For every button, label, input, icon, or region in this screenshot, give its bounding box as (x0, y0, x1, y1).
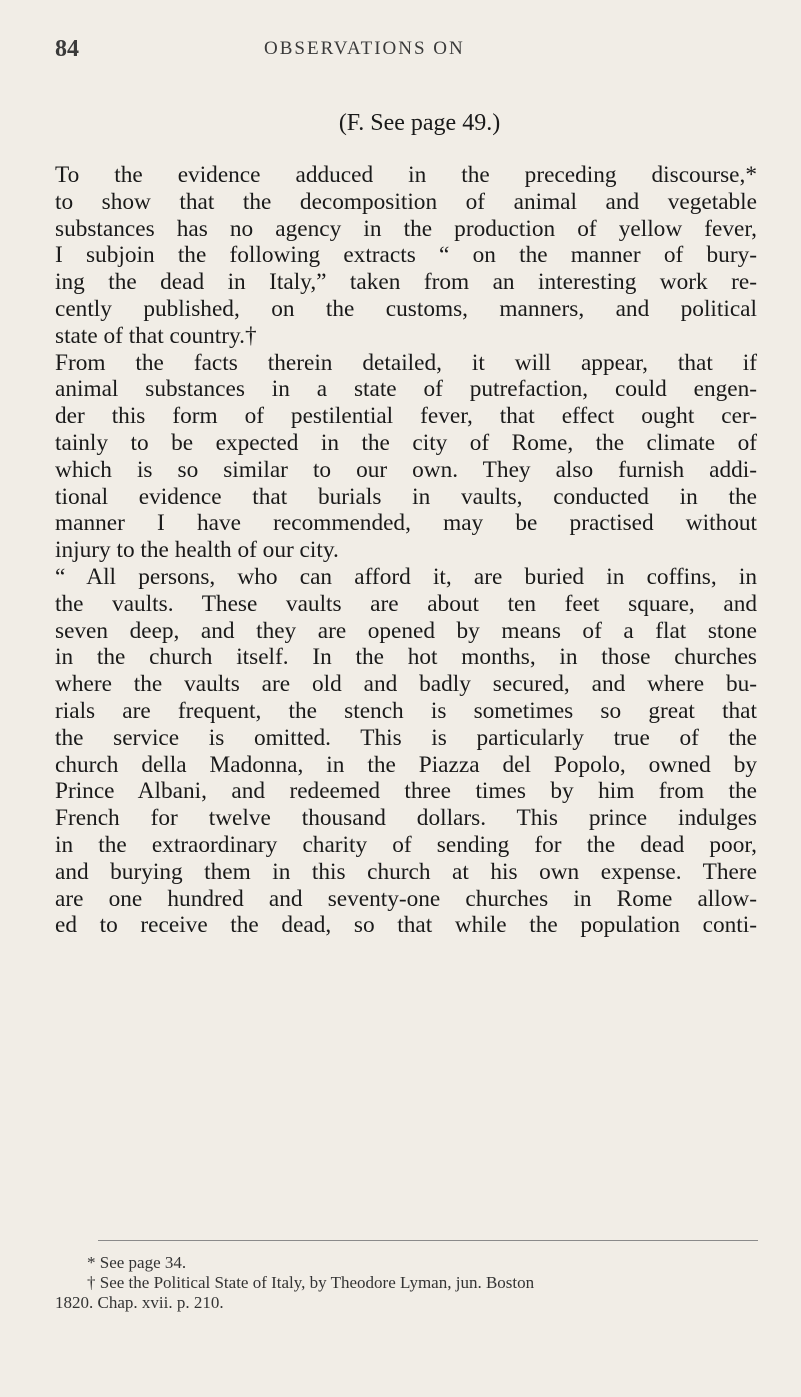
body-line: I subjoin the following extracts “ on the manner of bury- (55, 242, 757, 269)
body-line: are one hundred and seventy-one churches in Rome allow- (55, 885, 757, 912)
footnotes (55, 1253, 765, 1313)
body-line: From the facts therein detailed, it will appear, that if (55, 349, 757, 376)
footnote-divider (98, 1240, 758, 1241)
running-head (55, 28, 755, 62)
page-number: 84 (55, 36, 79, 62)
body-line: church della Madonna, in the Piazza del Popolo, owned by (55, 751, 757, 778)
body-line: rials are frequent, the stench is sometimes so great that (55, 697, 757, 724)
body-line: state of that country.† (55, 322, 257, 349)
body-line: tional evidence that burials in vaults, conducted in the (55, 483, 757, 510)
section-heading-text: (F. See page 49.) (338, 110, 501, 136)
body-line: injury to the health of our city. (55, 537, 339, 564)
section-heading (0, 110, 801, 137)
body-line: French for twelve thousand dollars. This prince indulges (55, 805, 757, 832)
body-line: to show that the decomposition of animal and vegetable (55, 188, 757, 215)
body-text (55, 162, 757, 939)
body-line: the vaults. These vaults are about ten feet square, and (55, 590, 757, 617)
running-title: OBSERVATIONS ON (264, 38, 465, 59)
body-line: in the church itself. In the hot months, in those churches (55, 644, 757, 671)
body-line: ing the dead in Italy,” taken from an interesting work re- (55, 269, 757, 296)
body-line: which is so similar to our own. They also furnish addi- (55, 456, 757, 483)
body-line: manner I have recommended, may be practised without (55, 510, 757, 537)
body-line: cently published, on the customs, manners, and political (55, 295, 757, 322)
body-line: in the extraordinary charity of sending for the dead poor, (55, 831, 757, 858)
body-line: tainly to be expected in the city of Rome, the climate of (55, 429, 757, 456)
body-line: der this form of pestilential fever, that effect ought cer- (55, 403, 757, 430)
body-line: substances has no agency in the production of yellow fever, (55, 215, 757, 242)
body-line: where the vaults are old and badly secured, and where bu- (55, 671, 757, 698)
footnote-2: † See the Political State of Italy, by Theodore Lyman, jun. Boston (87, 1273, 535, 1292)
body-line: and burying them in this church at his own expense. There (55, 858, 757, 885)
body-line: ed to receive the dead, so that while the population conti- (55, 912, 757, 939)
body-line: seven deep, and they are opened by means of a flat stone (55, 617, 757, 644)
body-line: the service is omitted. This is particularly true of the (55, 724, 757, 751)
body-line: To the evidence adduced in the preceding discourse,* (55, 162, 757, 188)
body-line: animal substances in a state of putrefaction, could engen- (55, 376, 757, 403)
body-line: “ All persons, who can afford it, are buried in coffins, in (55, 563, 757, 590)
footnote-2-continued: 1820. Chap. xvii. p. 210. (55, 1293, 224, 1312)
body-line: Prince Albani, and redeemed three times by him from the (55, 778, 757, 805)
footnote-1: * See page 34. (87, 1253, 187, 1272)
